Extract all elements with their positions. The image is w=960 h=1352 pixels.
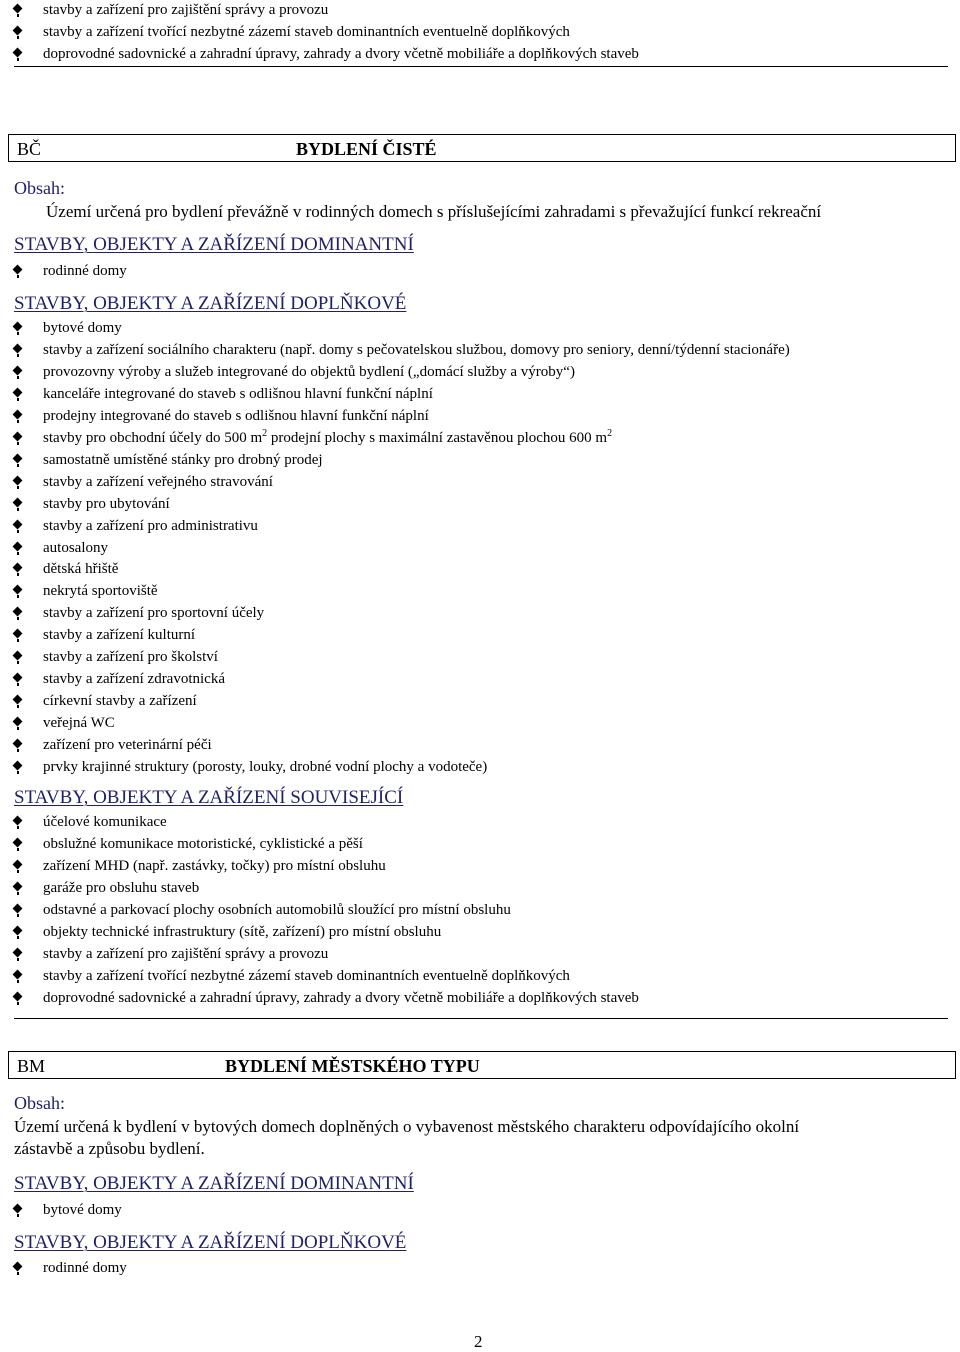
supplementary-heading: STAVBY, OBJEKTY A ZAŘÍZENÍ DOPLŇKOVÉ — [14, 293, 407, 314]
section-title: BYDLENÍ MĚSTSKÉHO TYPU — [225, 1056, 480, 1076]
obsah-label: Obsah: — [14, 1093, 65, 1113]
item-continuation: prodejní plochy s maximální zastavěnou plochou 600 m — [267, 430, 608, 446]
section-description-line1: Území určená k bydlení v bytových domech doplněných o vybavenost městského charakteru odpovídajícího okolní — [14, 1117, 800, 1136]
section-description-line2: zástavbě a způsobu bydlení. — [14, 1139, 205, 1158]
dominant-heading: STAVBY, OBJEKTY A ZAŘÍZENÍ DOMINANTNÍ — [14, 234, 414, 255]
section-code: BM — [17, 1056, 46, 1076]
section-divider — [14, 66, 948, 67]
superscript: 2 — [262, 428, 268, 439]
section-title: BYDLENÍ ČISTÉ — [296, 139, 437, 159]
obsah-label: Obsah: — [14, 178, 65, 198]
dominant-heading: STAVBY, OBJEKTY A ZAŘÍZENÍ DOMINANTNÍ — [14, 1173, 414, 1194]
supplementary-heading: STAVBY, OBJEKTY A ZAŘÍZENÍ DOPLŇKOVÉ — [14, 1232, 407, 1253]
section-header-bm — [8, 1051, 956, 1079]
item-start: stavby pro obchodní účely do 500 m — [43, 430, 263, 446]
section-header-bc — [8, 134, 956, 162]
related-heading: STAVBY, OBJEKTY A ZAŘÍZENÍ SOUVISEJÍCÍ — [14, 787, 404, 808]
section-description: Území určená pro bydlení převážně v rodinných domech s příslušejícími zahradami s převažující funkcí rekreační — [46, 202, 822, 221]
section-divider — [14, 1018, 948, 1019]
page-number: 2 — [474, 1332, 483, 1351]
superscript: 2 — [607, 428, 613, 439]
section-code: BČ — [17, 139, 42, 159]
